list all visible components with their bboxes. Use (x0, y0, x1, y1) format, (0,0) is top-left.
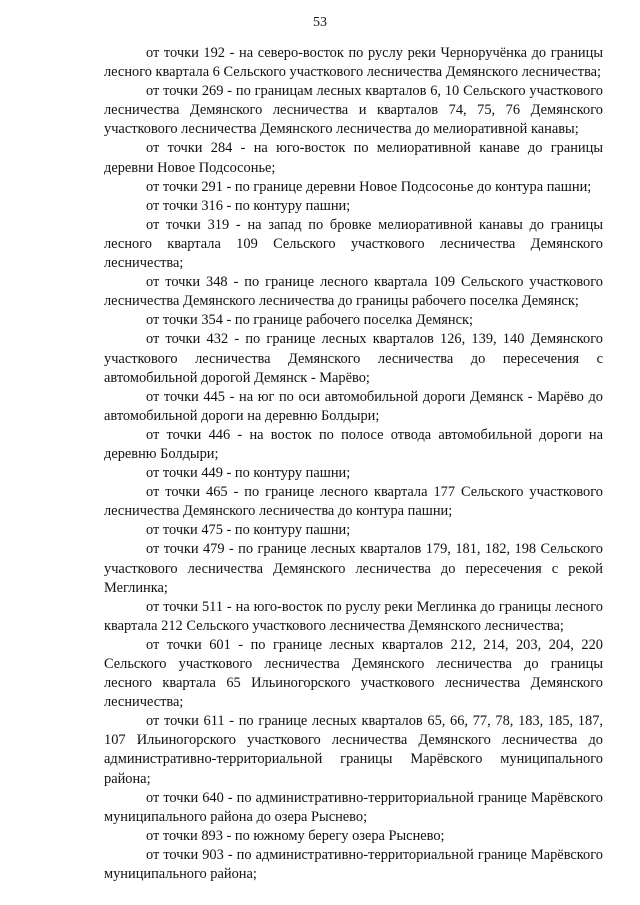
paragraph: от точки 903 - по административно-территориальной границе Марёвского муниципального района; (104, 846, 603, 883)
paragraph: от точки 316 - по контуру пашни; (146, 197, 351, 214)
paragraph: от точки 449 - по контуру пашни; (146, 465, 351, 482)
paragraph: от точки 446 - на восток по полосе отвода автомобильной дороги на деревню Болдыри; (104, 426, 603, 462)
paragraph: от точки 432 - по границе лесных кварталов 126, 139, 140 Демянского участкового лесничества Демянского лесничества до пересечения с автомобильной дорогой Демянск - Марёво; (104, 331, 603, 386)
document-body (104, 44, 603, 884)
paragraph: от точки 640 - по административно-территориальной границе Марёвского муниципального района до озера Рыснево; (104, 789, 603, 825)
paragraph: от точки 291 - по границе деревни Новое Подсосонье до контура пашни; (146, 178, 592, 195)
paragraph: от точки 319 - на запад по бровке мелиоративной канавы до границы лесного квартала 109 Сельского участкового лесничества Демянского лесничества; (104, 216, 603, 272)
paragraph: от точки 893 - по южному берегу озера Рыснево; (146, 827, 445, 844)
paragraph: от точки 269 - по границам лесных кварталов 6, 10 Сельского участкового лесничества Демянского лесничества и кварталов 74, 75, 76 Демянского участкового лесничества Демянского лесничества до мелиоративной канавы; (104, 83, 603, 138)
page-number: 53 (313, 15, 327, 30)
paragraph: от точки 192 - на северо-восток по руслу реки Черноручёнка до границы лесного квартала 6 Сельского участкового лесничества Демянского лесничества; (104, 45, 603, 81)
paragraph: от точки 284 - на юго-восток по мелиоративной канаве до границы деревни Новое Подсосонье; (104, 140, 603, 176)
paragraph: от точки 611 - по границе лесных кварталов 65, 66, 77, 78, 183, 185, 187, 107 Ильиногорского участкового лесничества Демянского лесничества до административно-территориальной границы Марёвского муниципального района; (104, 713, 603, 787)
paragraph: от точки 348 - по границе лесного квартала 109 Сельского участкового лесничества Демянского лесничества до границы рабочего поселка Демянск; (104, 274, 603, 310)
paragraph: от точки 475 - по контуру пашни; (146, 522, 351, 539)
paragraph: от точки 445 - на юг по оси автомобильной дороги Демянск - Марёво до автомобильной дороги на деревню Болдыри; (104, 388, 603, 424)
paragraph: от точки 601 - по границе лесных кварталов 212, 214, 203, 204, 220 Сельского участкового лесничества Демянского лесничества до границы лесного квартала 65 Ильиногорского участкового лесничества Демянского лесничества; (104, 636, 603, 711)
paragraph: от точки 354 - по границе рабочего поселка Демянск; (146, 312, 473, 329)
paragraph: от точки 479 - по границе лесных кварталов 179, 181, 182, 198 Сельского участкового лесничества Демянского лесничества до пересечения с рекой Меглинка; (104, 541, 603, 596)
paragraph: от точки 465 - по границе лесного квартала 177 Сельского участкового лесничества Демянского лесничества до контура пашни; (104, 484, 603, 520)
paragraph: от точки 511 - на юго-восток по руслу реки Меглинка до границы лесного квартала 212 Сельского участкового лесничества Демянского лесничества; (104, 598, 603, 634)
